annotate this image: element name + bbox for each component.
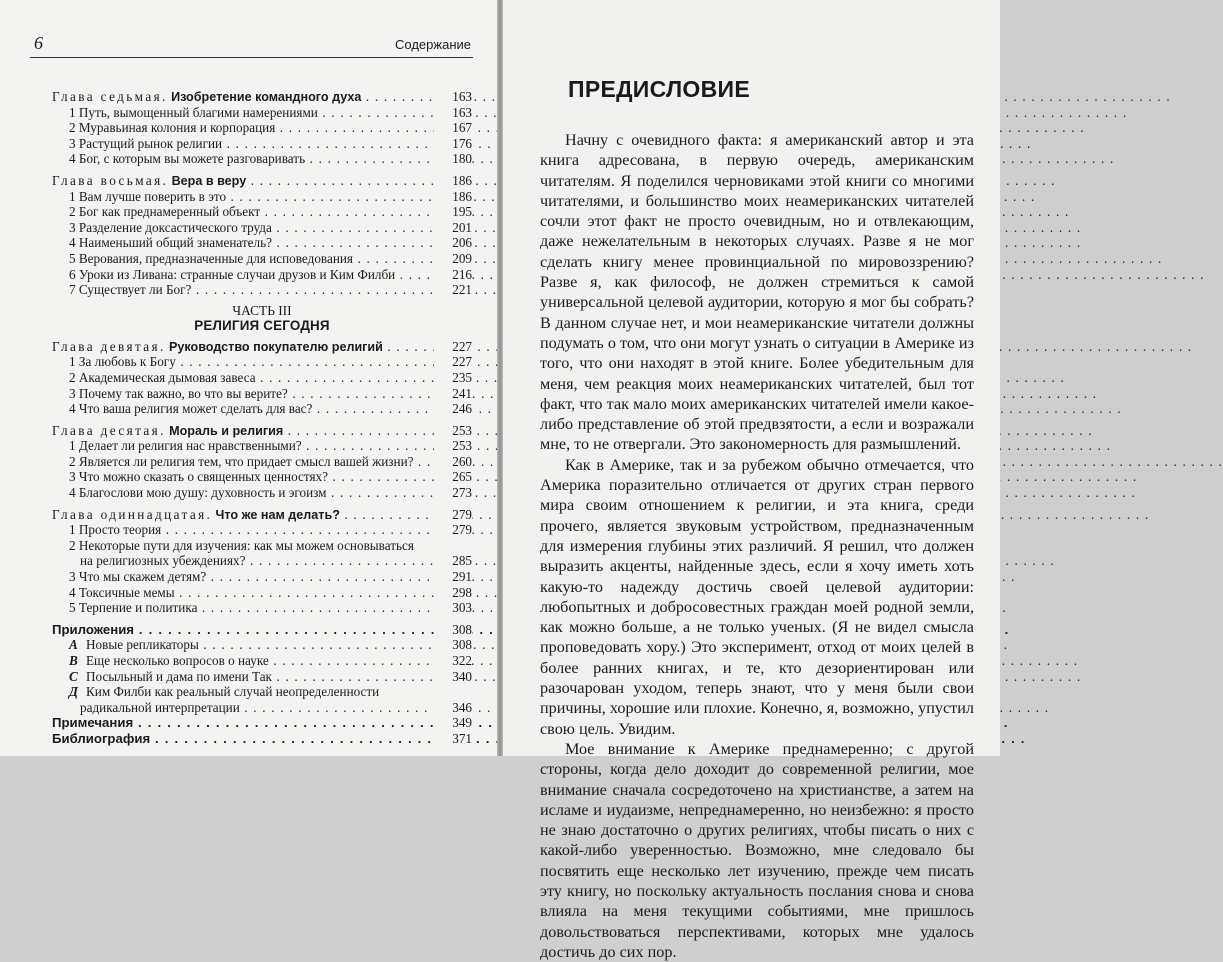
toc-section-text (69, 282, 432, 298)
chapter-label: Глава одиннадцатая. (52, 506, 213, 522)
toc-chapter (52, 339, 472, 355)
toc-section (52, 120, 472, 136)
page-ref: 180 (434, 151, 472, 167)
toc-section-text (69, 454, 432, 470)
page-ref: 303 (434, 600, 472, 616)
toc-chapter-text (52, 507, 432, 524)
toc-section-text (69, 235, 432, 251)
toc-section-text (69, 251, 432, 267)
toc-chapter-text (52, 423, 432, 440)
toc-section-text (69, 105, 432, 121)
page-ref: 279 (434, 522, 472, 538)
page-ref: 235 (434, 370, 472, 386)
toc-section (52, 386, 472, 402)
toc-section (52, 151, 472, 167)
toc-chapter (52, 89, 472, 105)
page-ref: 340 (434, 669, 472, 685)
entry-title: на религиозных убеждениях? (80, 553, 246, 569)
toc-chapter (52, 507, 472, 523)
entry-title: Библиография (52, 730, 151, 746)
toc-chapter (52, 423, 472, 439)
page-ref: 186 (434, 189, 472, 205)
toc-section-text (69, 401, 432, 417)
entry-title: 5 Терпение и политика (69, 600, 198, 616)
running-header (30, 31, 473, 58)
page-ref: 176 (434, 136, 472, 152)
entry-title: 1 Просто теория (69, 522, 162, 538)
toc-section (52, 438, 472, 454)
appendix-letter: В (69, 653, 78, 668)
toc-backmatter (52, 715, 472, 731)
toc-section (52, 569, 472, 585)
left-page (0, 0, 497, 756)
page-ref: 308 (434, 622, 472, 638)
toc-section (52, 204, 472, 220)
entry-title: 4 Наименьший общий знаменатель? (69, 235, 272, 251)
entry-title: 3 Почему так важно, во что вы верите? (69, 385, 288, 401)
toc-appendix (52, 637, 472, 653)
toc-appendix (52, 684, 472, 700)
entry-title: Приложения (52, 621, 135, 637)
toc-section (52, 469, 472, 485)
toc-continuation-text (80, 553, 432, 569)
entry-title: 4 Благослови мою душу: духовность и эгоизм (69, 485, 327, 501)
toc-section (52, 354, 472, 370)
toc-section-text (69, 585, 432, 601)
entry-title: 4 Токсичные мемы (69, 584, 175, 600)
toc-section-text (69, 189, 432, 205)
appendix-letter: Д (69, 684, 79, 700)
toc-appendix-text (69, 669, 432, 685)
preface-title: ПРЕДИСЛОВИЕ (568, 76, 750, 102)
toc-section-text (69, 136, 432, 152)
toc-section-text (69, 267, 432, 283)
preface-body (540, 130, 974, 962)
appendix-title: Посыльный и дама по имени Так (86, 668, 272, 684)
chapter-title: Вера в веру (171, 173, 247, 188)
page-ref: 209 (434, 251, 472, 267)
running-title: Содержание (395, 37, 471, 52)
toc-continuation (52, 700, 472, 716)
entry-title: 7 Существует ли Бог? (69, 282, 192, 298)
page-ref: 308 (434, 637, 472, 653)
entry-title: радикальной интерпретации (80, 699, 240, 715)
page-ref: 346 (434, 700, 472, 716)
entry-title: 3 Что мы скажем детям? (69, 569, 207, 585)
page-ref: 163 (434, 89, 472, 105)
appendix-letter: А (69, 637, 78, 653)
toc-section-text (69, 220, 432, 236)
entry-title: 2 Является ли религия тем, что придает смысл вашей жизни? (69, 453, 414, 469)
page-ref: 227 (434, 339, 472, 355)
entry-title: 2 Академическая дымовая завеса (69, 369, 256, 385)
toc-section (52, 267, 472, 283)
page-number: 6 (34, 33, 43, 53)
toc-section-text (69, 354, 432, 370)
toc-section (52, 220, 472, 236)
page-ref: 322 (434, 653, 472, 669)
right-page (503, 0, 1000, 961)
preface-paragraph: Мое внимание к Америке преднамеренно; с другой стороны, когда дело доходит до современной религии, мое внимание сначала сосредоточено на христианстве, а затем на исламе и иудаизме, непреднамеренно, но неизбежно: я просто не знаю достаточно о других религиях, чтобы писать о них с какой-либо уверенностью. Возможно, мне следовало бы посвятить еще несколько лет изучению, прежде чем писать эту книгу, но поскольку актуальность послания снова и снова влияла на меня текущими событиями, мне пришлось довольствоваться перспективами, которых мне удалось достичь до сих пор. (540, 739, 974, 961)
toc-backmatter-text (52, 622, 432, 638)
toc-section (52, 251, 472, 267)
appendix-title: Новые репликаторы (86, 637, 199, 653)
toc-continuation (52, 553, 472, 569)
entry-title: 5 Верования, предназначенные для исповедования (69, 250, 353, 266)
table-of-contents (52, 83, 472, 747)
chapter-title: Руководство покупателю религий (169, 339, 383, 354)
toc-chapter (52, 173, 472, 189)
toc-section (52, 282, 472, 298)
page-ref: 201 (434, 220, 472, 236)
part-heading (52, 303, 472, 333)
page-ref: 253 (434, 423, 472, 439)
toc-backmatter (52, 622, 472, 638)
entry-title: 3 Разделение доксастического труда (69, 219, 272, 235)
toc-section (52, 105, 472, 121)
entry-title: 3 Растущий рынок религии (69, 135, 223, 151)
entry-title: Примечания (52, 715, 134, 731)
page-ref: 253 (434, 438, 472, 454)
toc-section-text (69, 120, 432, 136)
entry-title: 3 Что можно сказать о священных ценностях? (69, 469, 328, 485)
toc-section (52, 189, 472, 205)
page-ref: 186 (434, 173, 472, 189)
toc-continuation-text (80, 700, 432, 716)
toc-section (52, 485, 472, 501)
page-ref: 221 (434, 282, 472, 298)
toc-appendix-text (69, 637, 432, 653)
toc-section-text (69, 522, 432, 538)
entry-title: 2 Муравьиная колония и корпорация (69, 120, 276, 136)
toc-section-text (69, 438, 432, 454)
toc-section-text (69, 204, 432, 220)
entry-title: 6 Уроки из Ливана: странные случаи друзов и Ким Филби (69, 266, 396, 282)
page-ref: 291 (434, 569, 472, 585)
toc-appendix-text (69, 653, 432, 669)
entry-title: 1 Делает ли религия нас нравственными? (69, 438, 302, 454)
toc-section (52, 235, 472, 251)
toc-section-text (69, 370, 432, 386)
page-ref: 371 (434, 731, 472, 747)
toc-section-text (69, 538, 432, 554)
preface-paragraph: Начну с очевидного факта: я американский автор и эта книга адресована, в первую очередь, американским читателям. Я поделился черновиками этой книги со многими читателями, и большинство моих неамериканских читателей сочли этот факт не просто очевидным, но и отвлекающим, даже нежелательным в некоторых случаях. Разве я не мог сделать книгу менее провинциальной по мировоззрению? Разве я, как философ, не должен стремиться к самой универсальной целевой аудитории, которую я мог бы собрать? В данном случае нет, и мои неамериканские читатели должны подумать о том, что они могут узнать о ситуации в Америке из того, что они находят в этой книге. Более убедительным для меня, чем реакция моих неамериканских читателей, был тот факт, что так мало моих американских читателей имели какое-либо представление об этой предвзятости, а если и возражали мне, то не отвергали. Это закономерность для размышлений. (540, 131, 974, 454)
toc-chapter-text (52, 89, 432, 106)
toc-backmatter-text (52, 715, 432, 731)
toc-section (52, 136, 472, 152)
page-ref: 216 (434, 267, 472, 283)
chapter-title: Что же нам делать? (215, 507, 340, 522)
page-ref: 279 (434, 507, 472, 523)
entry-title: 2 Бог как преднамеренный объект (69, 204, 261, 220)
page-ref: 260 (434, 454, 472, 470)
chapter-label: Глава восьмая. (52, 172, 169, 188)
page-ref: 285 (434, 553, 472, 569)
toc-appendix (52, 669, 472, 685)
page-ref: 246 (434, 401, 472, 417)
toc-section-text (69, 386, 432, 402)
part-title: РЕЛИГИЯ СЕГОДНЯ (194, 317, 330, 333)
entry-title: 1 За любовь к Богу (69, 354, 176, 370)
page-ref: 167 (434, 120, 472, 136)
toc-section (52, 522, 472, 538)
toc-chapter-text (52, 173, 432, 190)
page-ref: 195 (434, 204, 472, 220)
toc-section (52, 401, 472, 417)
chapter-title: Изобретение командного духа (171, 90, 362, 104)
entry-title: 4 Что ваша религия может сделать для вас? (69, 401, 313, 417)
page-ref: 163 (434, 105, 472, 121)
toc-section-text (69, 469, 432, 485)
chapter-label: Глава десятая. (52, 422, 166, 438)
page-ref: 241 (434, 386, 472, 402)
toc-section (52, 454, 472, 470)
entry-title: 2 Некоторые пути для изучения: как мы можем основываться (69, 537, 414, 553)
entry-title: 1 Вам лучше поверить в это (69, 188, 227, 204)
appendix-title: Ким Филби как реальный случай неопределенности (86, 684, 380, 700)
page-ref: 206 (434, 235, 472, 251)
toc-section-text (69, 151, 432, 167)
entry-title: 1 Путь, вымощенный благими намерениями (69, 104, 318, 120)
appendix-letter: С (69, 668, 78, 684)
toc-appendix-text (69, 684, 432, 700)
chapter-title: Мораль и религия (169, 423, 284, 438)
preface-paragraph: Как в Америке, так и за рубежом обычно отмечается, что Америка поразительно отличается от других стран первого мира своим отношением к религии, и эта книга, среди прочего, является звуковым устройством, предназначенным для измерения глубины этих различий. Я решил, что должен выразить акценты, найденные здесь, если я хочу иметь хоть какую-то надежду достичь своей целевой аудитории: любопытных и добросовестных граждан моей родной земли, как можно больше, а не только ученых. (Я не видел смысла проповедовать хору.) Это эксперимент, отход от моих целей в более ранних книгах, и те, кто дезориентирован или разочарован уходом, теперь знают, что у меня были свои причины, хорошие или плохие. Конечно, я, возможно, упустил свою цель. Увидим. (540, 455, 974, 738)
page-ref: 298 (434, 585, 472, 601)
toc-section-text (69, 600, 432, 616)
page-ref: 227 (434, 354, 472, 370)
page-ref: 349 (434, 715, 472, 731)
toc-chapter-text (52, 339, 432, 356)
appendix-title: Еще несколько вопросов о науке (86, 653, 269, 668)
chapter-label: Глава седьмая. (52, 89, 168, 104)
toc-section (52, 538, 472, 554)
page-ref: 265 (434, 469, 472, 485)
toc-section-text (69, 485, 432, 501)
toc-backmatter-text (52, 731, 432, 747)
page-ref: 273 (434, 485, 472, 501)
toc-appendix (52, 653, 472, 669)
entry-title: 4 Бог, с которым вы можете разговаривать (69, 151, 306, 167)
toc-section (52, 370, 472, 386)
toc-section-text (69, 569, 432, 585)
toc-backmatter (52, 731, 472, 747)
chapter-label: Глава девятая. (52, 338, 166, 354)
toc-section (52, 600, 472, 616)
part-number: ЧАСТЬ III (232, 302, 292, 318)
toc-section (52, 585, 472, 601)
